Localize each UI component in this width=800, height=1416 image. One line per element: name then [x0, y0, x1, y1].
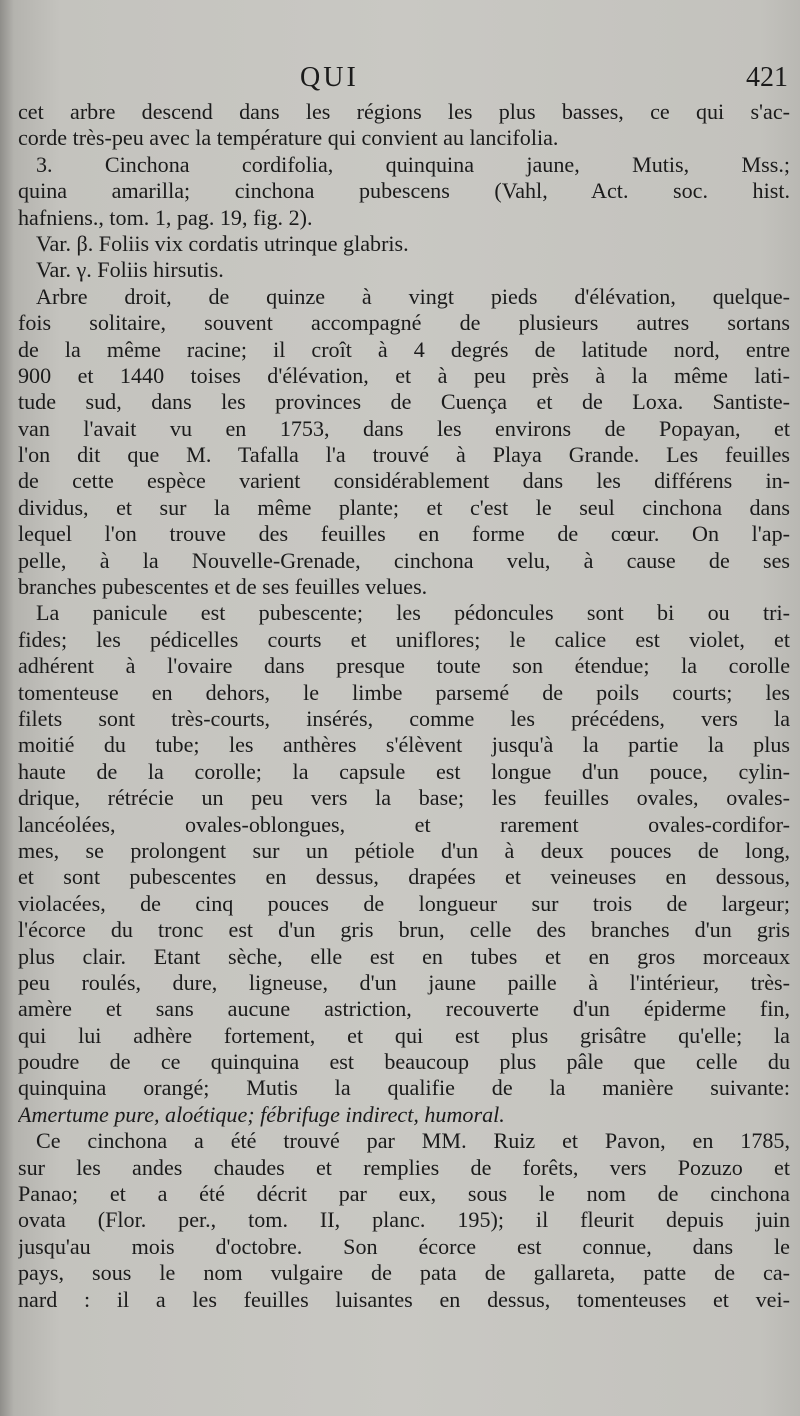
text-line-20: La panicule est pubescente; les pédoncules sont bi ou tri-: [36, 600, 790, 626]
text-line-28: lancéolées, ovales-oblongues, et rarement ovales-cordifor-: [18, 811, 790, 837]
text-line-2: corde très-peu avec la température qui convient au lancifolia.: [18, 125, 559, 151]
page-number: 421: [746, 62, 788, 93]
text-line-39: Amertume pure, aloétique; fébrifuge indirect, humoral.: [18, 1101, 505, 1127]
text-line-27: drique, rétrécie un peu vers la base; les feuilles ovales, ovales-: [18, 785, 790, 811]
text-line-5: hafniens., tom. 1, pag. 19, fig. 2).: [18, 204, 313, 230]
text-line-11: 900 et 1440 toises d'élévation, et à peu près à la même lati-: [18, 362, 790, 388]
text-line-3: 3. Cinchona cordifolia, quinquina jaune, Mutis, Mss.;: [36, 151, 790, 177]
text-line-7: Var. γ. Foliis hirsutis.: [36, 257, 224, 283]
text-line-23: tomenteuse en dehors, le limbe parsemé de poils courts; les: [18, 679, 790, 705]
text-line-38: quinquina orangé; Mutis la qualifie de la manière suivante:: [18, 1075, 790, 1101]
text-line-45: pays, sous le nom vulgaire de pata de gallareta, patte de ca-: [18, 1260, 790, 1286]
text-line-19: branches pubescentes et de ses feuilles velues.: [18, 574, 428, 600]
text-line-34: peu roulés, dure, ligneuse, d'un jaune paille à l'intérieur, très-: [18, 969, 790, 995]
text-line-16: dividus, et sur la même plante; et c'est le seul cinchona dans: [18, 494, 790, 520]
text-line-17: lequel l'on trouve des feuilles en forme de cœur. On l'ap-: [18, 521, 790, 547]
text-line-6: Var. β. Foliis vix cordatis utrinque glabris.: [36, 230, 409, 256]
text-line-9: fois solitaire, souvent accompagné de plusieurs autres sortans: [18, 310, 790, 336]
text-line-22: adhérent à l'ovaire dans presque toute son étendue; la corolle: [18, 653, 790, 679]
text-line-15: de cette espèce varient considérablement dans les différens in-: [18, 468, 790, 494]
running-head: QUI: [300, 62, 359, 93]
text-line-10: de la même racine; il croît à 4 degrés de latitude nord, entre: [18, 336, 790, 362]
text-line-37: poudre de ce quinquina est beaucoup plus pâle que celle du: [18, 1049, 790, 1075]
text-line-29: mes, se prolongent sur un pétiole d'un à deux pouces de long,: [18, 837, 790, 863]
text-line-42: Panao; et a été décrit par eux, sous le nom de cinchona: [18, 1181, 790, 1207]
text-line-40: Ce cinchona a été trouvé par MM. Ruiz et Pavon, en 1785,: [36, 1128, 790, 1154]
text-line-4: quina amarilla; cinchona pubescens (Vahl, Act. soc. hist.: [18, 178, 790, 204]
text-line-31: violacées, de cinq pouces de longueur sur trois de largeur;: [18, 890, 790, 916]
text-line-32: l'écorce du tronc est d'un gris brun, celle des branches d'un gris: [18, 917, 790, 943]
text-line-13: van l'avait vu en 1753, dans les environs de Popayan, et: [18, 415, 790, 441]
text-line-33: plus clair. Etant sèche, elle est en tubes et en gros morceaux: [18, 943, 790, 969]
text-line-25: moitié du tube; les anthères s'élèvent jusqu'à la partie la plus: [18, 732, 790, 758]
text-line-24: filets sont très-courts, insérés, comme les précédens, vers la: [18, 705, 790, 731]
text-line-26: haute de la corolle; la capsule est longue d'un pouce, cylin-: [18, 758, 790, 784]
text-line-35: amère et sans aucune astriction, recouverte d'un épiderme fin,: [18, 996, 790, 1022]
text-line-46: nard : il a les feuilles luisantes en dessus, tomenteuses et vei-: [18, 1286, 790, 1312]
text-line-18: pelle, à la Nouvelle-Grenade, cinchona velu, à cause de ses: [18, 547, 790, 573]
text-line-12: tude sud, dans les provinces de Cuença et de Loxa. Santiste-: [18, 389, 790, 415]
text-line-21: fides; les pédicelles courts et uniflores; le calice est violet, et: [18, 626, 790, 652]
page-header: [0, 58, 800, 98]
text-line-30: et sont pubescentes en dessus, drapées et veineuses en dessous,: [18, 864, 790, 890]
text-line-8: Arbre droit, de quinze à vingt pieds d'élévation, quelque-: [36, 283, 790, 309]
body-text: [18, 99, 790, 1313]
text-line-14: l'on dit que M. Tafalla l'a trouvé à Playa Grande. Les feuilles: [18, 442, 790, 468]
text-line-1: cet arbre descend dans les régions les plus basses, ce qui s'ac-: [18, 99, 790, 124]
text-line-43: ovata (Flor. per., tom. II, planc. 195); il fleurit depuis juin: [18, 1207, 790, 1233]
text-line-41: sur les andes chaudes et remplies de forêts, vers Pozuzo et: [18, 1154, 790, 1180]
text-line-36: qui lui adhère fortement, et qui est plus grisâtre qu'elle; la: [18, 1022, 790, 1048]
text-line-44: jusqu'au mois d'octobre. Son écorce est connue, dans le: [18, 1233, 790, 1259]
